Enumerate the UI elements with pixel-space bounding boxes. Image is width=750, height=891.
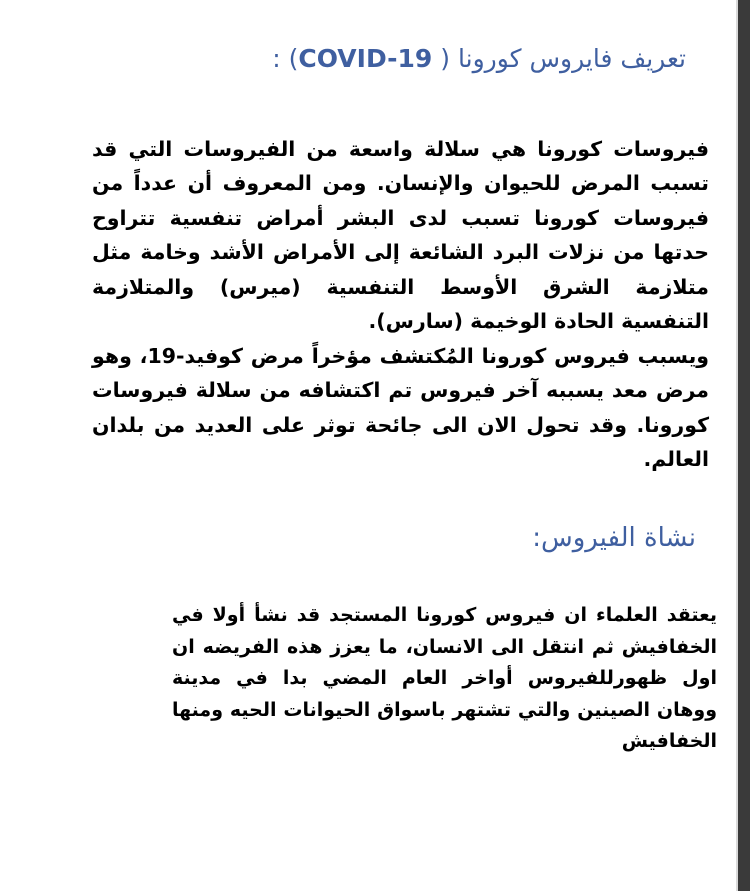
heading-colon: : (272, 44, 281, 73)
paragraph-covid-definition: فيروسات كورونا هي سلالة واسعة من الفيروسات التي قد تسبب المرض للحيوان والإنسان. ومن المعروف أن عدداً من فيروسات كورونا تسبب لدى البشر أمراض تنفسية تتراوح حدتها من نزلات البرد الشائعة إلى الأمراض الأشد وخامة مثل متلازمة الشرق الأوسط التنفسية (ميرس) والمتلازمة التنفسية الحادة الوخيمة (سارس). (92, 137, 709, 334)
screen-edge-bar (738, 0, 750, 891)
paragraph-virus-origin: يعتقد العلماء ان فيروس كورونا المستجد قد نشأ أولا في الخفافيش ثم انتقل الى الانسان، ما يعزز هذه الفريضه ان اول ظهورللفيروس أواخر العام المضي بدا في مدينة ووهان الصينين والتي تشتهر باسواق الحيوانات الحيه ومنها الخفافيش (172, 604, 717, 752)
heading-paren-close: ) (288, 44, 299, 73)
heading-virus-origin: نشاة الفيروس: (532, 523, 696, 553)
heading-covid-code: COVID-19 (298, 44, 433, 73)
heading-covid-definition-text: تعريف فايروس كورونا (458, 44, 686, 73)
heading-covid-definition (272, 44, 686, 73)
heading-paren-open: ( (440, 44, 451, 73)
paragraph-covid-disease: ويسبب فيروس كورونا المُكتشف مؤخراً مرض كوفيد-19، وهو مرض معد يسببه آخر فيروس تم اكتشافه من سلالة فيروسات كورونا. وقد تحول الان الى جائحة توثر على العديد من بلدان العالم. (92, 344, 710, 472)
